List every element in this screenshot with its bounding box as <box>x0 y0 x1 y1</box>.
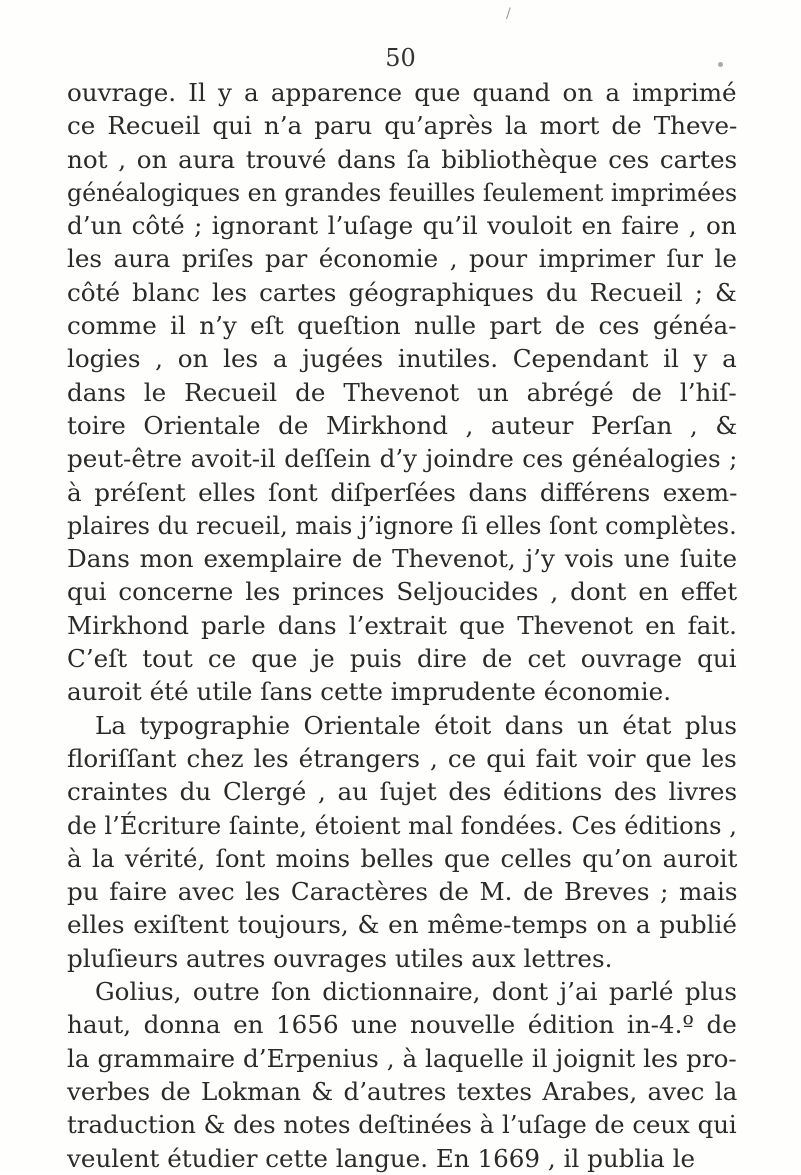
text-line: à la vérité, ſont moins belles que celles qu’on auroit <box>67 843 738 873</box>
paragraph-start-line: La typographie Orientale étoit dans un état plus <box>95 710 737 740</box>
text-line: auroit été utile ſans cette imprudente économie. <box>67 677 672 707</box>
text-line: traduction & des notes deſtinées à l’uſage de ceux qui <box>67 1110 737 1140</box>
text-line: généalogiques en grandes feuilles ſeulement imprimées <box>67 177 738 207</box>
text-line: Dans mon exemplaire de Thevenot, j’y vois une ſuite <box>67 544 737 574</box>
text-line: logies , on les a jugées inutiles. Cependant il y a <box>67 344 737 374</box>
text-line: veulent étudier cette langue. En 1669 , il publia le <box>67 1143 696 1173</box>
text-line: à préſent elles ſont diſperſées dans différens exem- <box>67 477 738 507</box>
text-line: Mirkhond parle dans l’extrait que Thevenot en fait. <box>67 610 737 640</box>
text-line: ce Recueil qui n’a paru qu’après la mort de Theve- <box>67 111 738 141</box>
text-line: comme il n’y eſt queſtion nulle part de ces généa- <box>67 311 737 341</box>
text-line: qui concerne les princes Seljoucides , dont en effet <box>67 577 738 607</box>
text-line: verbes de Lokman & d’autres textes Arabes, avec la <box>67 1076 738 1106</box>
text-line: peut-être avoit-il deſſein d’y joindre ces généalogies ; <box>67 444 738 474</box>
text-line: C’eſt tout ce que je puis dire de cet ouvrage qui <box>67 644 737 674</box>
text-line: dans le Recueil de Thevenot un abrégé de l’hiſ- <box>67 377 737 407</box>
text-line: elles exiſtent toujours, & en même-temps on a publié <box>67 910 737 940</box>
page-number: 50 <box>385 44 416 72</box>
text-line: haut, donna en 1656 une nouvelle édition in-4.º de <box>67 1010 737 1040</box>
text-line: plaires du recueil, mais j’ignore ſi elles ſont complètes. <box>67 510 737 540</box>
text-line: pu faire avec les Caractères de M. de Breves ; mais <box>67 877 738 907</box>
text-line: ouvrage. Il y a apparence que quand on a imprimé <box>67 78 737 107</box>
text-line: not , on aura trouvé dans ſa bibliothèque ces cartes <box>67 144 738 174</box>
body-text <box>67 76 737 1175</box>
text-line: les aura priſes par économie , pour imprimer ſur le <box>67 244 737 274</box>
stray-mark: / <box>506 6 511 22</box>
paragraph-start-line: Golius, outre ſon dictionnaire, dont j’ai parlé plus <box>95 977 737 1007</box>
text-line: de l’Écriture ſainte, étoient mal fondées. Ces éditions , <box>67 810 737 840</box>
text-line: craintes du Clergé , au ſujet des éditions des livres <box>67 777 738 807</box>
text-line: la grammaire d’Erpenius , à laquelle il joignit les pro- <box>67 1043 737 1073</box>
text-line: floriſſant chez les étrangers , ce qui fait voir que les <box>67 743 737 773</box>
text-line: pluſieurs autres ouvrages utiles aux lettres. <box>67 943 613 973</box>
text-line: d’un côté ; ignorant l’uſage qu’il vouloit en faire , on <box>67 211 737 241</box>
text-line: toire Orientale de Mirkhond , auteur Perſan , & <box>67 410 738 440</box>
text-line: côté blanc les cartes géographiques du Recueil ; & <box>67 277 737 307</box>
